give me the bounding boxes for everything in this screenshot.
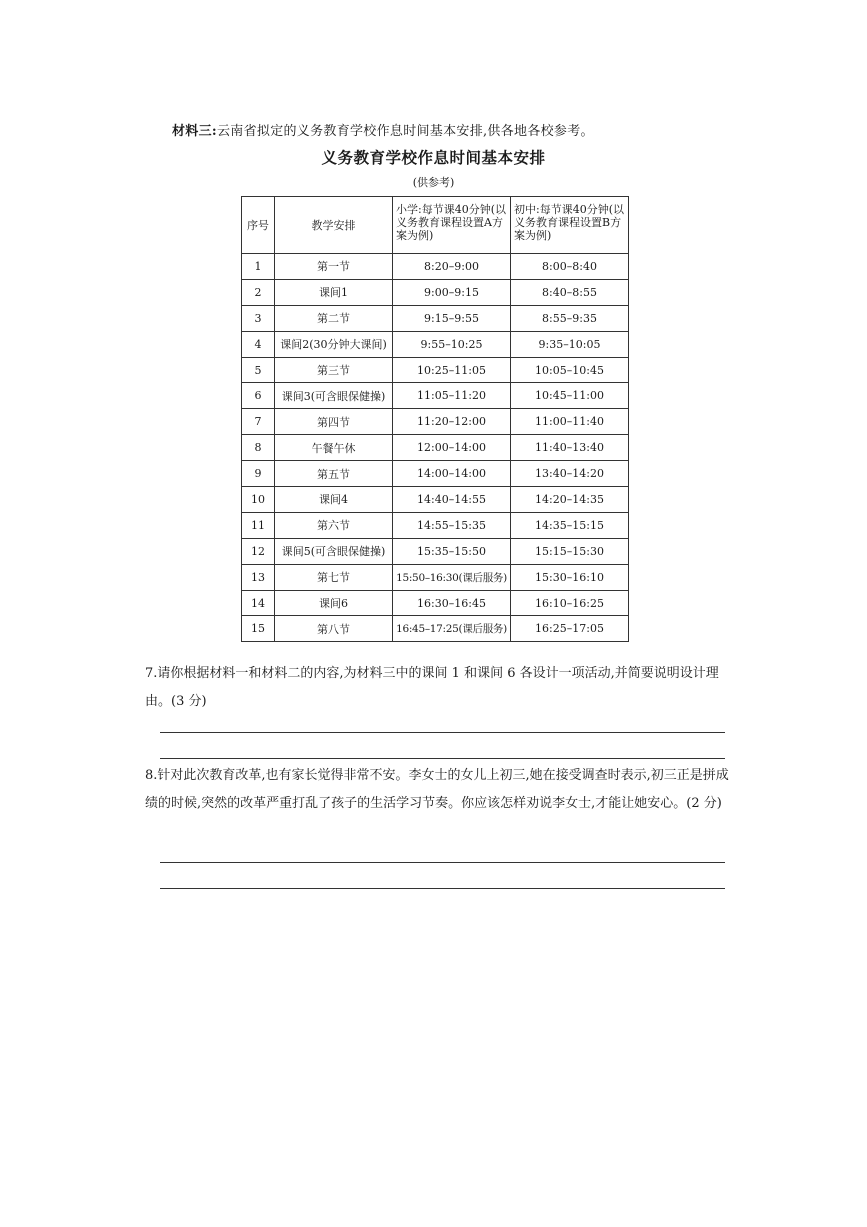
table-row: [242, 383, 629, 409]
table-row: [242, 357, 629, 383]
answer-line-8b[interactable]: [160, 888, 725, 889]
cell-primary-time: 15:50–16:30(课后服务): [393, 564, 511, 590]
cell-index: 10: [242, 487, 275, 513]
table-title: 义务教育学校作息时间基本安排: [321, 149, 546, 167]
cell-junior-time: 16:10–16:25: [511, 590, 629, 616]
cell-arrangement: 课间1: [275, 279, 393, 305]
cell-arrangement: 第三节: [275, 357, 393, 383]
cell-junior-time: 8:55–9:35: [511, 305, 629, 331]
table-subtitle: (供参考): [412, 176, 455, 189]
cell-junior-time: 8:40–8:55: [511, 279, 629, 305]
cell-primary-time: 16:45–17:25(课后服务): [393, 616, 511, 642]
table-row: [242, 538, 629, 564]
cell-arrangement: 课间5(可含眼保健操): [275, 538, 393, 564]
table-row: [242, 279, 629, 305]
cell-arrangement: 午餐午休: [275, 435, 393, 461]
table-row: [242, 461, 629, 487]
table-row: [242, 305, 629, 331]
cell-index: 4: [242, 331, 275, 357]
material-label: 材料三:: [172, 124, 217, 139]
cell-index: 8: [242, 435, 275, 461]
table-row: [242, 254, 629, 280]
cell-junior-time: 11:40–13:40: [511, 435, 629, 461]
cell-arrangement: 课间2(30分钟大课间): [275, 331, 393, 357]
header-index: 序号: [242, 197, 275, 254]
table-row: [242, 512, 629, 538]
cell-junior-time: 10:45–11:00: [511, 383, 629, 409]
cell-junior-time: 15:15–15:30: [511, 538, 629, 564]
cell-primary-time: 8:20–9:00: [393, 254, 511, 280]
cell-index: 9: [242, 461, 275, 487]
material-text: 云南省拟定的义务教育学校作息时间基本安排,供各地各校参考。: [217, 124, 594, 139]
table-row: [242, 409, 629, 435]
cell-index: 6: [242, 383, 275, 409]
question-7: 7.请你根据材料一和材料二的内容,为材料三中的课间 1 和课间 6 各设计一项活动,并简要说明设计理由。(3 分): [145, 666, 719, 709]
cell-arrangement: 第七节: [275, 564, 393, 590]
cell-arrangement: 第一节: [275, 254, 393, 280]
schedule-table: [241, 196, 629, 642]
cell-index: 1: [242, 254, 275, 280]
cell-primary-time: 14:40–14:55: [393, 487, 511, 513]
header-junior: 初中:每节课40分钟(以义务教育课程设置B方案为例): [511, 197, 629, 254]
table-row: [242, 331, 629, 357]
cell-junior-time: 10:05–10:45: [511, 357, 629, 383]
cell-primary-time: 14:00–14:00: [393, 461, 511, 487]
cell-junior-time: 16:25–17:05: [511, 616, 629, 642]
cell-primary-time: 15:35–15:50: [393, 538, 511, 564]
cell-junior-time: 8:00–8:40: [511, 254, 629, 280]
material-intro: [172, 120, 772, 139]
table-row: [242, 590, 629, 616]
cell-index: 12: [242, 538, 275, 564]
cell-junior-time: 13:40–14:20: [511, 461, 629, 487]
cell-index: 2: [242, 279, 275, 305]
cell-index: 14: [242, 590, 275, 616]
cell-arrangement: 第四节: [275, 409, 393, 435]
cell-primary-time: 11:05–11:20: [393, 383, 511, 409]
table-row: [242, 616, 629, 642]
answer-line-7a[interactable]: [160, 732, 725, 733]
cell-primary-time: 14:55–15:35: [393, 512, 511, 538]
answer-line-8a[interactable]: [160, 862, 725, 863]
cell-arrangement: 课间6: [275, 590, 393, 616]
cell-primary-time: 12:00–14:00: [393, 435, 511, 461]
cell-primary-time: 9:55–10:25: [393, 331, 511, 357]
table-row: [242, 564, 629, 590]
header-arrangement: 教学安排: [275, 197, 393, 254]
cell-arrangement: 课间3(可含眼保健操): [275, 383, 393, 409]
cell-junior-time: 11:00–11:40: [511, 409, 629, 435]
cell-primary-time: 16:30–16:45: [393, 590, 511, 616]
cell-index: 5: [242, 357, 275, 383]
cell-junior-time: 14:20–14:35: [511, 487, 629, 513]
cell-primary-time: 9:00–9:15: [393, 279, 511, 305]
cell-index: 11: [242, 512, 275, 538]
answer-line-7b[interactable]: [160, 758, 725, 759]
cell-junior-time: 9:35–10:05: [511, 331, 629, 357]
question-8: 8.针对此次教育改革,也有家长觉得非常不安。李女士的女儿上初三,她在接受调查时表示,初三正是拼成绩的时候,突然的改革严重打乱了孩子的生活学习节奏。你应该怎样劝说李女士,才能让她安心。(2 分): [145, 768, 729, 811]
table-row: [242, 487, 629, 513]
table-header-row: [242, 197, 629, 254]
cell-index: 7: [242, 409, 275, 435]
cell-arrangement: 第五节: [275, 461, 393, 487]
cell-index: 3: [242, 305, 275, 331]
cell-junior-time: 15:30–16:10: [511, 564, 629, 590]
cell-arrangement: 第二节: [275, 305, 393, 331]
cell-index: 13: [242, 564, 275, 590]
cell-primary-time: 9:15–9:55: [393, 305, 511, 331]
cell-primary-time: 10:25–11:05: [393, 357, 511, 383]
cell-arrangement: 第六节: [275, 512, 393, 538]
cell-arrangement: 课间4: [275, 487, 393, 513]
cell-arrangement: 第八节: [275, 616, 393, 642]
header-primary: 小学:每节课40分钟(以义务教育课程设置A方案为例): [393, 197, 511, 254]
table-row: [242, 435, 629, 461]
cell-index: 15: [242, 616, 275, 642]
cell-junior-time: 14:35–15:15: [511, 512, 629, 538]
cell-primary-time: 11:20–12:00: [393, 409, 511, 435]
